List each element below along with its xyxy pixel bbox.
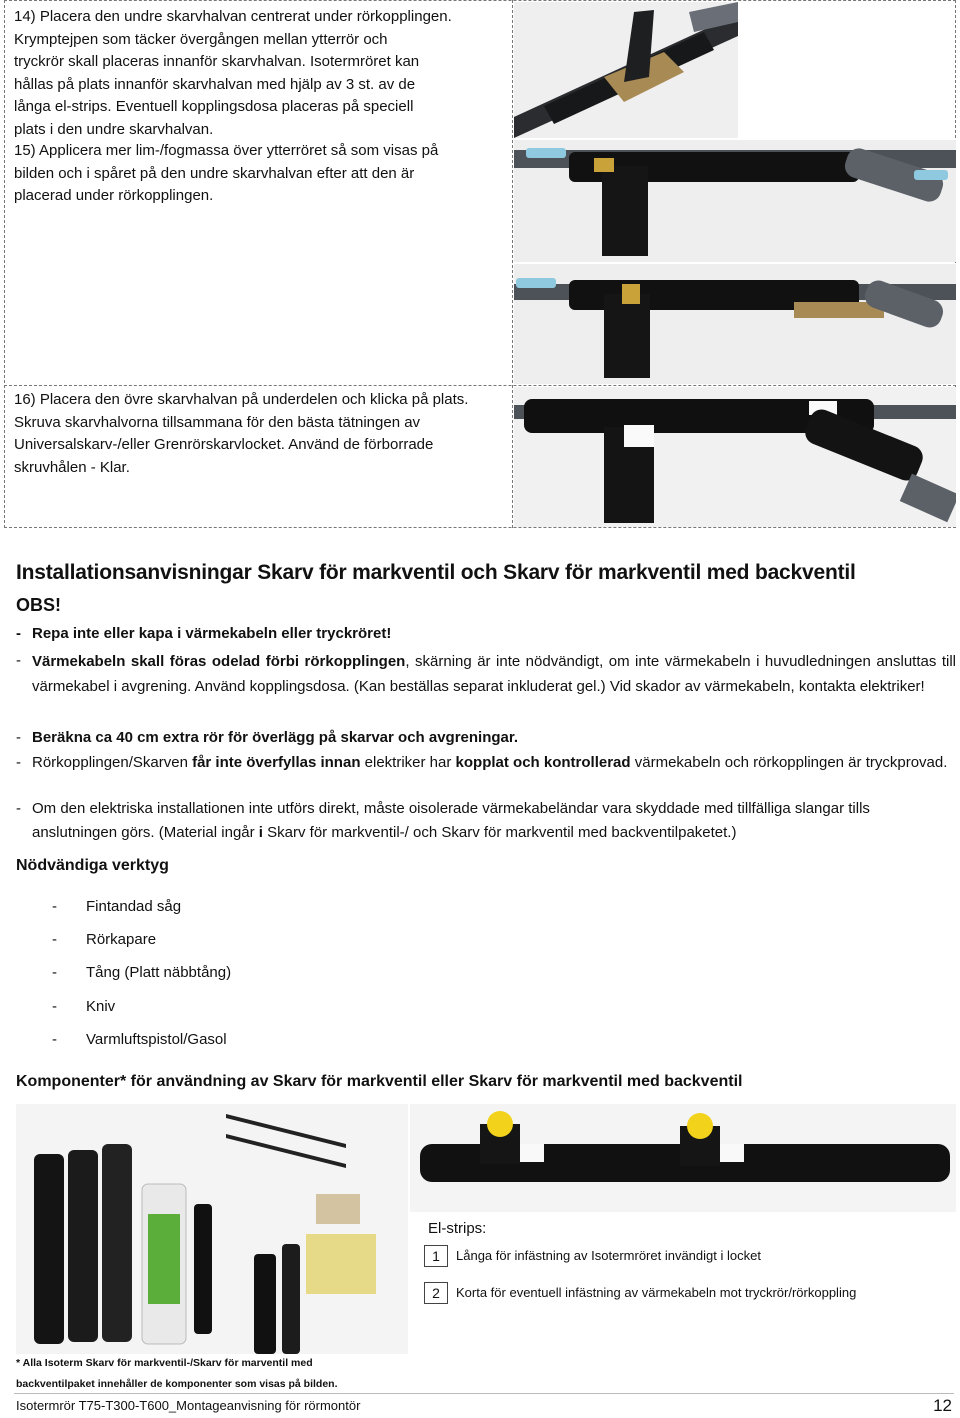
step-table-row-divider xyxy=(4,385,956,386)
tools-title: Nödvändiga verktyg xyxy=(16,857,169,874)
bullet-5-text: Om den elektriska installationen inte utförs direkt, måste oisolerade värmekabeländar vara skyddade med tillfälliga slangar tills anslutningen görs. (Material ingår i Skarv för markventil-/ och Skarv för markventil med backventilpaketet.) xyxy=(32,800,870,841)
el-strip-item-1 xyxy=(424,1245,944,1269)
el-strip-number-1: 1 xyxy=(424,1245,448,1267)
components-title: Komponenter* för användning av Skarv för markventil eller Skarv för markventil med backventil xyxy=(16,1073,743,1090)
step-15-text: 15) Applicera mer lim-/fogmassa över ytterröret så som visas på bilden och i spåret på den undre skarvhalvan efter att den är placerad under rörkopplingen. xyxy=(14,142,439,204)
bullet-2-text: Värmekabeln skall föras odelad förbi rörkopplingen, skärning är inte nödvändigt, om inte värmekabeln i huvudledningen ansluttas till värmekabel i avgrening. Använd kopplingsdosa. (Kan beställas separat inkluderat gel.) Vid skador av värmekabeln, kontakta elektriker! xyxy=(32,653,957,695)
step-table-divider xyxy=(512,0,513,528)
el-strip-number-2: 2 xyxy=(424,1282,448,1304)
bullet-4-text: Rörkopplingen/Skarven får inte överfyllas innan elektriker har kopplat och kontrollerad värmekabeln och rörkopplingen är tryckprovad. xyxy=(32,754,948,771)
footer-divider xyxy=(14,1393,954,1394)
page-number: 12 xyxy=(933,1396,952,1415)
bullet-3-text: Beräkna ca 40 cm extra rör för överlägg på skarvar och avgreningar. xyxy=(32,729,519,746)
footnote-line-1: * Alla Isoterm Skarv för markventil-/Skarv för marventil med xyxy=(16,1357,313,1369)
el-strip-desc-1: Långa för infästning av Isotermröret invändigt i locket xyxy=(456,1248,761,1263)
joint-assembly-photo xyxy=(410,1104,956,1212)
el-strips-title: El-strips: xyxy=(428,1220,487,1237)
footnote-line-2: backventilpaket innehåller de komponenter som visas på bilden. xyxy=(16,1378,338,1390)
footer-text: Isotermrör T75-T300-T600_Montageanvisning för rörmontör xyxy=(16,1398,361,1413)
step-15-photo-bottom xyxy=(514,264,956,384)
section-title: Installationsanvisningar Skarv för markventil och Skarv för markventil med backventil xyxy=(16,561,856,584)
bullet-2: - Värmekabeln skall föras odelad förbi rörkopplingen, skärning är inte nödvändigt, om inte värmekabeln i huvudledningen ansluttas till värmekabel i avgrening. Använd kopplingsdosa. (Kan beställas separat inkluderat gel.) Vid skador av värmekabeln, kontakta elektriker! xyxy=(16,649,956,724)
bullet-1-text: Repa inte eller kapa i värmekabeln eller tryckröret! xyxy=(32,625,392,642)
step-15-photo-top xyxy=(514,140,956,262)
bullet-4: - Rörkopplingen/Skarven får inte överfyllas innan elektriker har kopplat och kontrollerad värmekabeln och rörkopplingen är tryckprovad. xyxy=(16,751,956,799)
step-16-photo xyxy=(514,387,956,527)
components-photo xyxy=(16,1104,408,1354)
obs-label: OBS! xyxy=(16,595,61,615)
el-strip-desc-2: Korta för eventuell infästning av värmekabeln mot tryckrör/rörkoppling xyxy=(456,1285,857,1300)
el-strip-item-2 xyxy=(424,1282,944,1306)
bullet-5: - Om den elektriska installationen inte utförs direkt, måste oisolerade värmekabeländar vara skyddade med tillfälliga slangar tills anslutningen görs. (Material ingår i Skarv för markventil-/ och Skarv för markventil med backventilpaketet.) xyxy=(16,797,956,845)
bullet-3: - Beräkna ca 40 cm extra rör för överlägg på skarvar och avgreningar. xyxy=(16,726,956,750)
step-16-text: 16) Placera den övre skarvhalvan på underdelen och klicka på plats. Skruva skarvhalvorna tillsammana för den bästa tätningen av Universalskarv-/eller Grenrörskarvlocket. Använd de förborrade skruvhålen - Klar. xyxy=(14,391,469,476)
step-14-photo xyxy=(514,2,738,138)
bullet-1: - Repa inte eller kapa i värmekabeln eller tryckröret! xyxy=(16,622,956,646)
step-14-text: 14) Placera den undre skarvhalvan centrerat under rörkopplingen. Krymptejpen som täcker övergången mellan ytterrör och tryckrör skall placeras innanför skarvhalvan. Isotermröret kan hållas på plats innanför skarvhalvan med hjälp av 3 st. av de långa el-strips. Eventuell kopplingsdosa placeras på speciell plats i den undre skarvhalvan. xyxy=(14,8,452,138)
